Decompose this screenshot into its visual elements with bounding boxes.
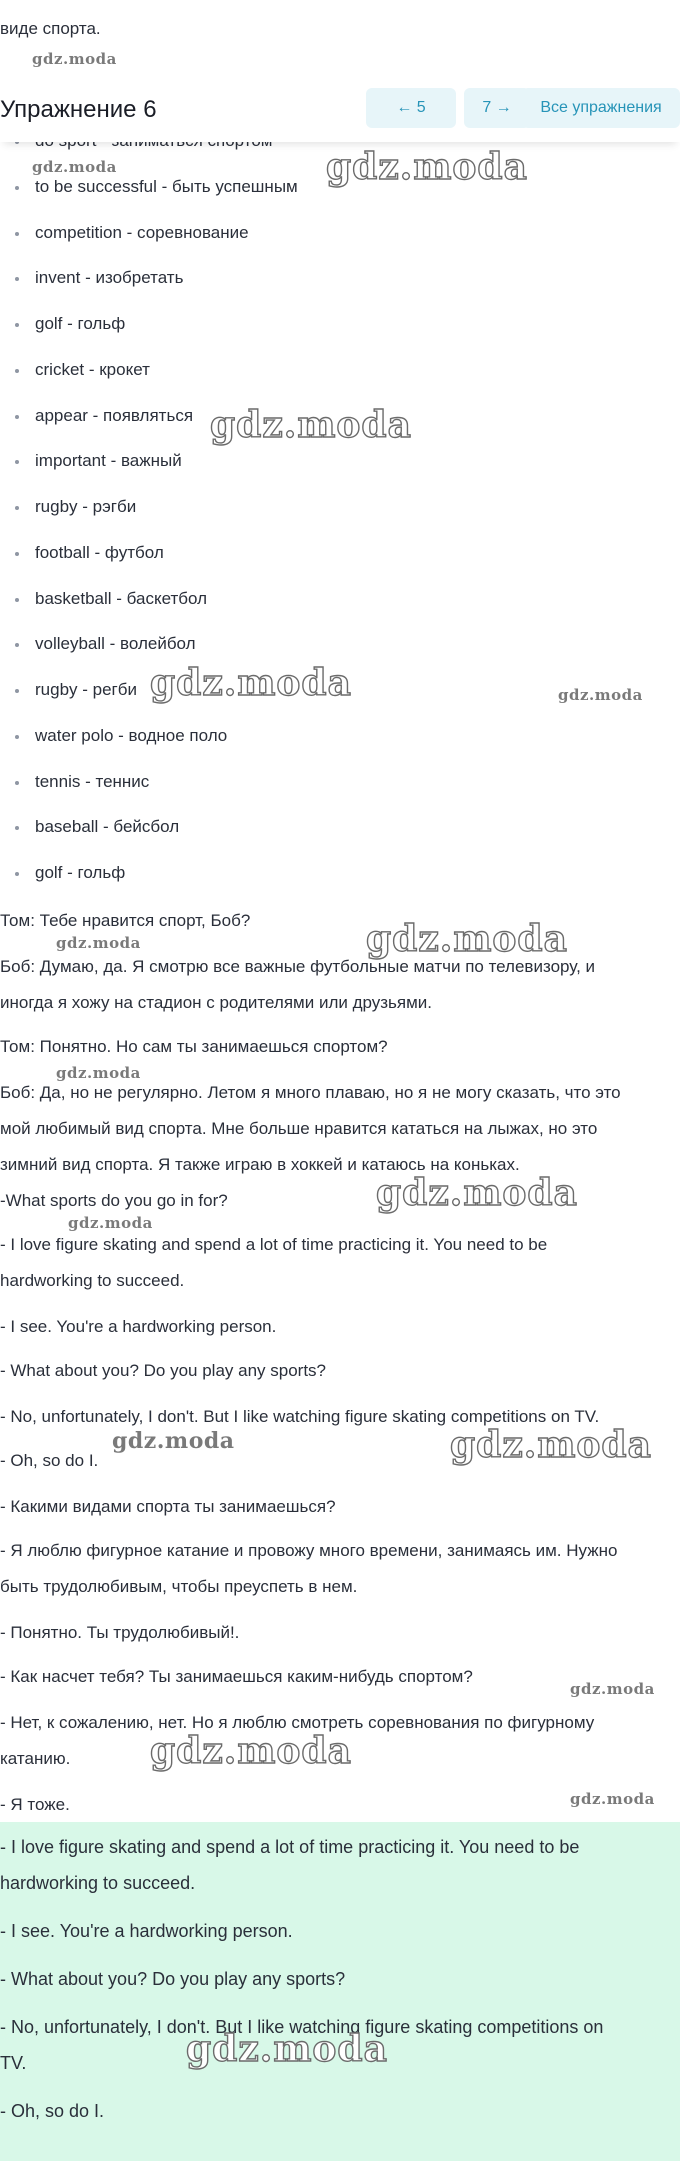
watermark: gdz.moda xyxy=(150,1730,352,1772)
watermark: gdz.moda xyxy=(210,404,412,446)
paragraph: зимний вид спорта. Я также играю в хоккей и катаюсь на коньках. xyxy=(0,1155,520,1174)
watermark: gdz.moda xyxy=(186,2028,388,2070)
exercise-header xyxy=(0,80,680,142)
paragraph: - No, unfortunately, I don't. But I like watching figure skating competitions on xyxy=(0,2017,604,2037)
paragraph: катанию. xyxy=(0,1749,71,1768)
watermark: gdz.moda xyxy=(326,146,528,188)
list-item: rugby - рэгби xyxy=(0,494,600,520)
watermark: gdz.moda xyxy=(558,686,643,704)
intro-line: виде спорта. xyxy=(0,19,101,38)
watermark: gdz.moda xyxy=(68,1214,153,1232)
cut-off-text-line xyxy=(0,0,680,26)
paragraph: - Какими видами спорта ты занимаешься? xyxy=(0,1497,336,1516)
list-item: baseball - бейсбол xyxy=(0,814,600,840)
paragraph: - Понятно. Ты трудолюбивый!. xyxy=(0,1623,240,1642)
paragraph: - I love figure skating and spend a lot of time practicing it. You need to be xyxy=(0,1235,548,1254)
paragraph: - Oh, so do I. xyxy=(0,1451,99,1470)
paragraph: - What about you? Do you play any sports? xyxy=(0,1969,346,1989)
paragraph: - Нет, к сожалению, нет. Но я люблю смотреть соревнования по фигурному xyxy=(0,1713,595,1732)
paragraph: TV. xyxy=(0,2053,27,2073)
watermark: gdz.moda xyxy=(56,934,141,952)
list-item: to be successful - быть успешным xyxy=(0,174,600,200)
watermark: gdz.moda xyxy=(570,1680,655,1698)
list-item: golf - гольф xyxy=(0,860,600,886)
list-item: rugby - регби xyxy=(0,677,600,703)
paragraph: Боб: Да, но не регулярно. Летом я много плаваю, но я не могу сказать, что это xyxy=(0,1083,621,1102)
watermark: gdz.moda xyxy=(450,1424,652,1466)
next-exercise-button[interactable]: 7 → xyxy=(464,88,530,128)
paragraph: Том: Понятно. Но сам ты занимаешься спортом? xyxy=(0,1037,388,1056)
paragraph: Боб: Думаю, да. Я смотрю все важные футбольные матчи по телевизору, и xyxy=(0,957,596,976)
list-item: important - важный xyxy=(0,448,600,474)
page-title: Упражнение 6 xyxy=(0,96,157,123)
answer-block xyxy=(0,1822,680,2161)
watermark: gdz.moda xyxy=(366,918,568,960)
list-item: invent - изобретать xyxy=(0,265,600,291)
paragraph: - I see. You're a hardworking person. xyxy=(0,1921,293,1941)
list-item: tennis - теннис xyxy=(0,769,600,795)
list-item: basketball - баскетбол xyxy=(0,586,600,612)
list-item: competition - соревнование xyxy=(0,220,600,246)
paragraph: Том: Тебе нравится спорт, Боб? xyxy=(0,911,251,930)
watermark: gdz.moda xyxy=(32,50,117,68)
watermark: gdz.moda xyxy=(376,1172,578,1214)
watermark: gdz.moda xyxy=(150,662,352,704)
paragraph: - Я люблю фигурное катание и провожу много времени, занимаясь им. Нужно xyxy=(0,1541,618,1560)
paragraph: -What sports do you go in for? xyxy=(0,1191,228,1210)
paragraph: - I love figure skating and spend a lot of time practicing it. You need to be xyxy=(0,1837,580,1857)
paragraph: - Oh, so do I. xyxy=(0,2101,105,2121)
paragraph: - Я тоже. xyxy=(0,1795,70,1814)
paragraph: - Как насчет тебя? Ты занимаешься каким-нибудь спортом? xyxy=(0,1667,473,1686)
list-item: volleyball - волейбол xyxy=(0,631,600,657)
paragraph: - What about you? Do you play any sports? xyxy=(0,1361,327,1380)
list-item: appear - появляться xyxy=(0,403,600,429)
paragraph: hardworking to succeed. xyxy=(0,1271,185,1290)
list-item: golf - гольф xyxy=(0,311,600,337)
watermark: gdz.moda xyxy=(32,158,117,176)
watermark: gdz.moda xyxy=(570,1790,655,1808)
paragraph: hardworking to succeed. xyxy=(0,1873,196,1893)
list-item: cricket - крокет xyxy=(0,357,600,383)
paragraph: - I see. You're a hardworking person. xyxy=(0,1317,277,1336)
paragraph: иногда я хожу на стадион с родителями или друзьями. xyxy=(0,993,433,1012)
paragraph: быть трудолюбивым, чтобы преуспеть в нем. xyxy=(0,1577,358,1596)
all-exercises-button[interactable]: Все упражнения xyxy=(522,88,680,128)
watermark: gdz.moda xyxy=(112,1428,235,1454)
prev-exercise-button[interactable]: ← 5 xyxy=(366,88,456,128)
list-item: water polo - водное поло xyxy=(0,723,600,749)
watermark: gdz.moda xyxy=(56,1064,141,1082)
paragraph: мой любимый вид спорта. Мне больше нравится кататься на лыжах, но это xyxy=(0,1119,598,1138)
paragraph: - No, unfortunately, I don't. But I like watching figure skating competitions on TV. xyxy=(0,1407,600,1426)
list-item: football - футбол xyxy=(0,540,600,566)
